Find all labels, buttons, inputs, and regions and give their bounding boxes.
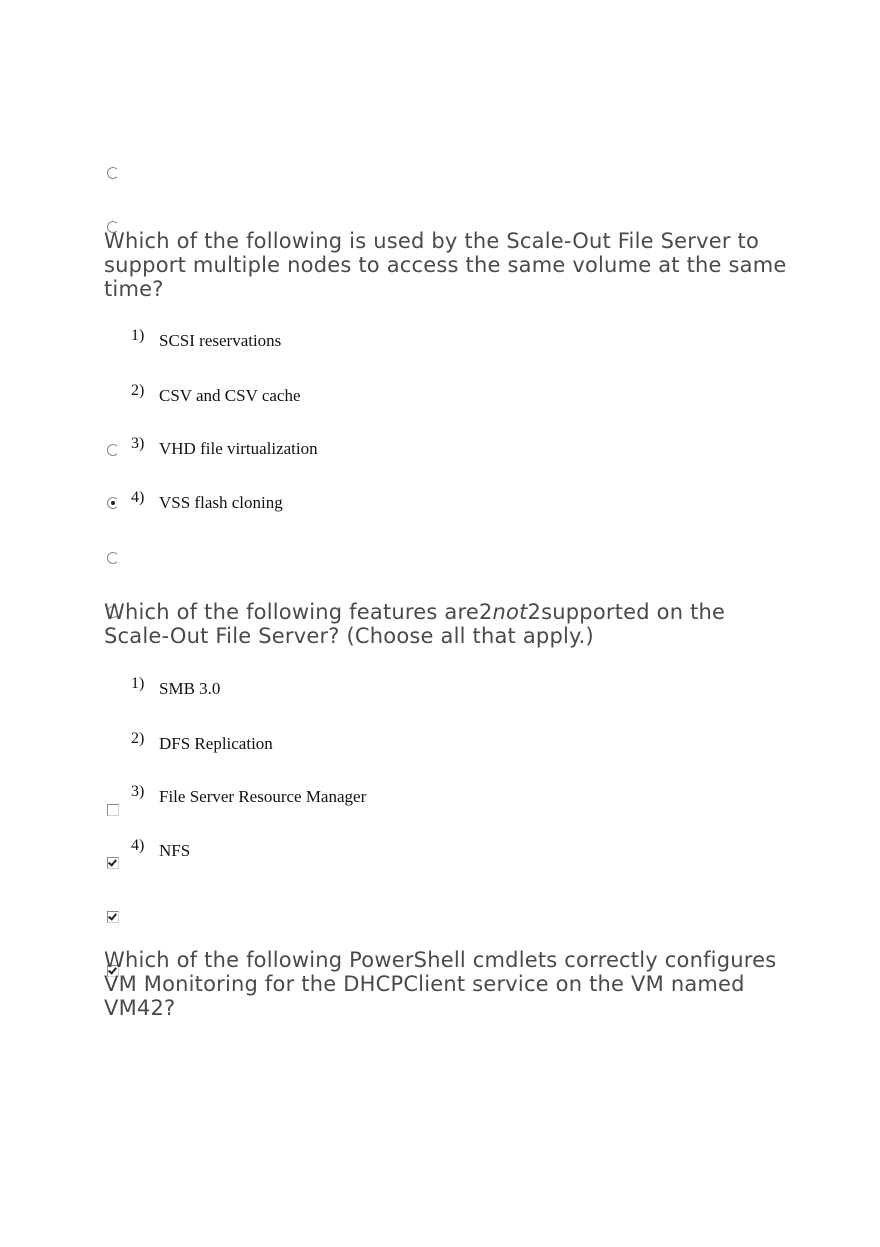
option-label: CSV and CSV cache [159,386,301,405]
option-number: 3) [131,435,145,452]
question-3-text: Which of the following PowerShell cmdlets correctly configures VM Monitoring for the DHCPClient service on the VM named VM42? [104,948,777,1020]
option-number: 1) [131,675,145,692]
checkbox[interactable] [107,804,119,816]
option-label: File Server Resource Manager [159,787,367,806]
option-label: DFS Replication [159,734,273,753]
option-number: 2) [131,382,145,399]
option-label: SCSI reservations [159,331,282,350]
option-number: 2) [131,730,145,747]
radio-button[interactable] [107,552,119,564]
question-2-emphasis: not [492,600,528,624]
radio-button-selected[interactable] [107,497,119,509]
checkbox-checked[interactable] [107,857,119,869]
question-2-mark: 2 [527,600,542,624]
radio-button[interactable] [107,167,119,179]
option-number: 4) [131,489,145,506]
option-label: SMB 3.0 [159,679,221,698]
option-label: NFS [159,841,191,860]
option-number: 4) [131,837,145,854]
radio-button[interactable] [107,444,119,456]
question-2-text [104,600,794,648]
option-number: 1) [131,327,145,344]
question-2-mark: 2 [478,600,493,624]
checkbox-checked[interactable] [107,911,119,923]
option-label: VSS flash cloning [159,493,283,512]
question-1-text: Which of the following is used by the Scale-Out File Server to support multiple nodes to access the same volume at the same time? [104,229,787,301]
question-2-text-start: Which of the following features are [104,600,479,624]
option-label: VHD file virtualization [159,439,318,458]
question-2-text-end: supported on the Scale-Out File Server? (Choose all that apply.) [104,600,726,648]
option-number: 3) [131,783,145,800]
